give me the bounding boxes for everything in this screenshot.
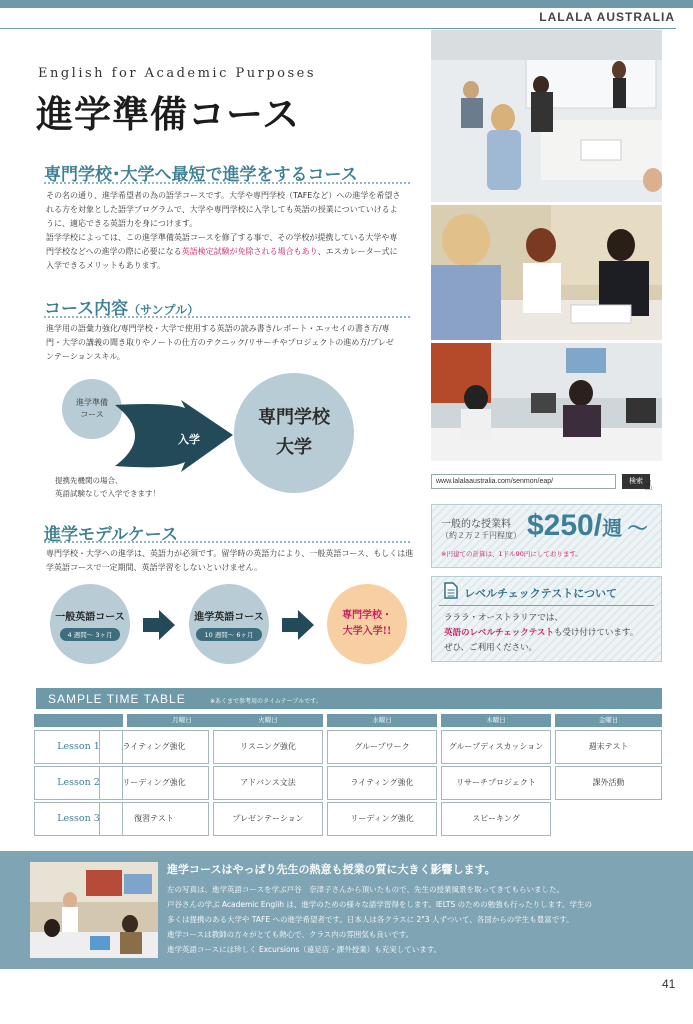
day-header: 火曜日: [213, 714, 323, 727]
section3-paragraph: 専門学校・大学への進学は、英語力が必須です。留学時の英語力により、一般英語コース、もしくは進 学英語コースで一定期間、英語学習をしないといけません。: [46, 549, 414, 572]
timetable-title: SAMPLE TIME TABLE: [48, 692, 186, 706]
university-circle: 専門学校 大学: [234, 373, 354, 493]
testimonial-title: 進学コースはやっぱり先生の熱意も授業の質に大きく影響します。: [167, 863, 496, 876]
timetable-cell: プレゼンテーション: [213, 802, 323, 836]
timetable-cell: リーディング強化: [99, 766, 209, 800]
duration-badge: 4 週間～ 3ヶ月: [60, 628, 121, 641]
timetable-cell: ライティング強化: [99, 730, 209, 764]
section1-paragraph: その名の通り、進学希望者の為の語学コースです。大学や専門学校（TAFEなど）への進学を希望さ れる方を対象とした語学プログラムで、大学や専門学校に入学しても英語の授業についていけるよ うに、適応できる英語力を身につけます。 語学学校によっては、この進学準備英語コースを修了する事で、その学校が提携している大学や専 門学校などへの進学の際に必要になる英語検定試験が免除される場合もあり、エスカレーター式に 入学できるメリットもあります。: [46, 191, 401, 270]
lesson-label: Lesson 1: [34, 730, 123, 764]
testimonial-text: 左の写真は、進学英語コースを学ぶ戸谷 奈津子さんから頂いたもので、先生の授業風景を取ってきてもらいました。 戸谷さんの学ぶ Academic Englih は、進学のための様々な語学習得をします。IELTS のための勉強も行ったりします。学生の 多くは提携のある大学や TAFE への進学希望者です。日本人は各クラスに 2"3 人ずついて、各国からの学生も豊富です。 進学コースは教師の方々がとても熱心で、クラス内の雰囲気も良いです。 進学英語コースには珍しく Excursions（遠足店・課外授業）も充実しています。: [167, 885, 593, 954]
timetable-cell: 課外活動: [555, 766, 662, 800]
timetable-corner: [34, 714, 123, 727]
day-header: 木曜日: [441, 714, 551, 727]
timetable-cell: 復習テスト: [99, 802, 209, 836]
general-english-step: 一般英語コース 4 週間～ 3ヶ月: [50, 584, 130, 664]
fee-price: $250/週 ～: [527, 509, 648, 542]
timetable-cell: リサーチプロジェクト: [441, 766, 551, 800]
timetable-cell: グループワーク: [327, 730, 437, 764]
partner-note: 提携先機関の場合、 英語試験なしで入学できます！: [55, 476, 160, 498]
day-header: 水曜日: [327, 714, 437, 727]
enrollment-arrow-icon: [115, 400, 235, 475]
timetable-cell: スピーキング: [441, 802, 551, 836]
page-title: 進学準備コース: [36, 92, 301, 136]
fee-note: ※円建ての計算は、1ドル90円にしております。: [441, 550, 582, 558]
level-check-rule: [439, 605, 654, 606]
level-check-title: レベルチェックテストについて: [464, 587, 618, 600]
university-entry-step: 専門学校・ 大学入学!!: [327, 584, 407, 664]
page-number: 41: [662, 977, 676, 991]
section-heading-content: コース内容（サンプル）: [44, 299, 200, 319]
fee-yen-approx: （約２万２千円程度）: [441, 531, 521, 540]
duration-badge: 10 週間～ 6ヶ月: [196, 628, 261, 641]
arrow-label: 入学: [178, 433, 200, 446]
classroom-photo-3: [431, 343, 662, 461]
dotted-divider: [44, 541, 410, 544]
classroom-photo-2: [431, 205, 662, 340]
arrow-right-icon: [143, 610, 175, 640]
day-header: 金曜日: [555, 714, 662, 727]
classroom-photo-1: [431, 30, 662, 202]
top-accent-bar: [0, 0, 693, 8]
dotted-divider: [44, 182, 410, 185]
pointer-hand-icon: ☝: [644, 478, 653, 494]
search-button[interactable]: 検索: [622, 474, 650, 489]
timetable-note: ※あくまで参考用のタイムテーブルです。: [210, 698, 322, 705]
day-header: 月曜日: [127, 714, 237, 727]
hero-subtitle: English for Academic Purposes: [38, 66, 317, 81]
prep-course-circle: 進学準備 コース: [62, 379, 122, 439]
dotted-divider: [44, 316, 410, 319]
header-rule: [0, 28, 676, 29]
timetable-cell: グループディスカッション: [441, 730, 551, 764]
level-check-text: ラララ・オーストラリアでは、 英語のレベルチェックテストも受け付けています。 ぜひ、ご利用ください。: [444, 613, 639, 653]
brand-name: LALALA AUSTRALIA: [539, 10, 675, 24]
highlight-text: 英語検定試験が免除される場合もあり: [181, 247, 318, 256]
url-field[interactable]: www.lalalaaustralia.com/senmon/eap/: [431, 474, 616, 489]
document-icon: [444, 582, 458, 599]
timetable-cell: リスニング強化: [213, 730, 323, 764]
student-classroom-photo: [30, 862, 158, 958]
section-heading-model-case: 進学モデルケース: [44, 525, 178, 545]
section-heading-fastest: 専門学校･大学へ最短で進学をするコース: [44, 165, 358, 185]
timetable-cell: リーディング強化: [327, 802, 437, 836]
timetable-cell: アドバンス文法: [213, 766, 323, 800]
timetable-cell: ライティング強化: [327, 766, 437, 800]
lesson-label: Lesson 3: [34, 802, 123, 836]
section2-paragraph: 進学用の語彙力強化/専門学校・大学で使用する英語の読み書き/レポート・エッセイの書き方/専 門・大学の講義の聞き取りやノートの仕方のテクニック/リサーチやプロジェクトの進め方/プレゼ ンテーションスキル。: [46, 324, 394, 361]
lesson-label: Lesson 2: [34, 766, 123, 800]
academic-english-step: 進学英語コース 10 週間～ 6ヶ月: [189, 584, 269, 664]
arrow-right-icon: [282, 610, 314, 640]
timetable-cell: 週末テスト: [555, 730, 662, 764]
fee-label: 一般的な授業料: [441, 519, 511, 530]
